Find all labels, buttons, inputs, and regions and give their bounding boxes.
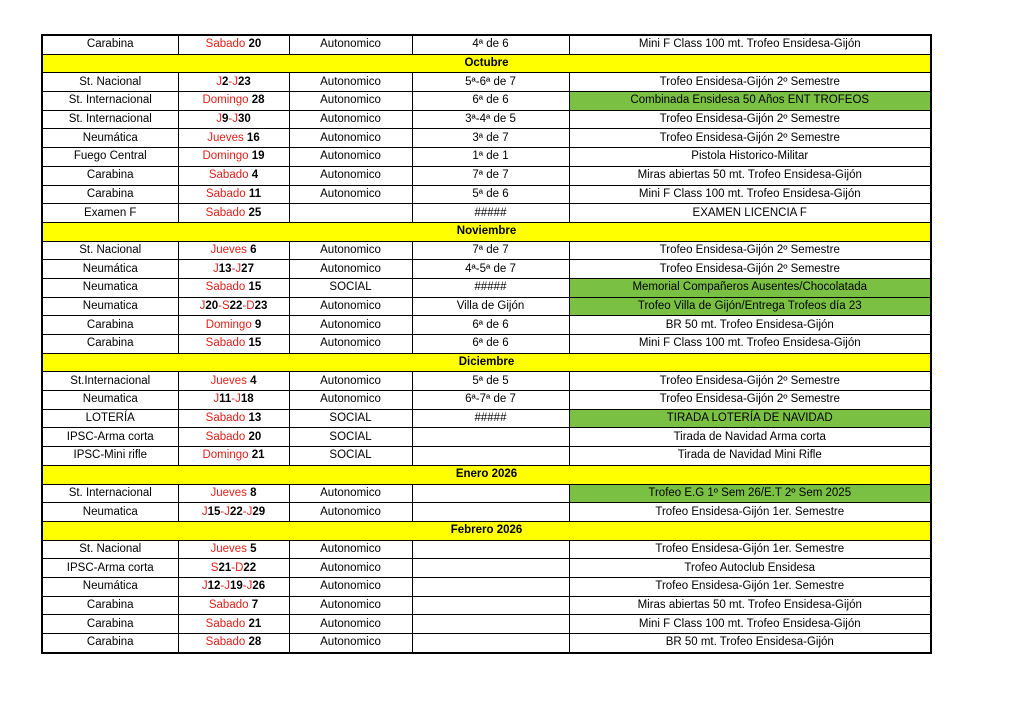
- date-cell: [178, 391, 289, 410]
- date-cell: [178, 409, 289, 428]
- date-day-number: 21: [248, 617, 262, 630]
- event-cell: Trofeo Ensidesa-Gijón 1er. Semestre: [569, 540, 931, 559]
- category-cell: [289, 204, 412, 223]
- date-cell: [178, 204, 289, 223]
- round-cell: [412, 634, 569, 653]
- event-cell: Mini F Class 100 mt. Trofeo Ensidesa-Gijón: [569, 35, 931, 54]
- date-cell: [178, 428, 289, 447]
- round-cell: 4ª-5ª de 7: [412, 260, 569, 279]
- date-prefix: -: [242, 299, 247, 312]
- round-cell: [412, 428, 569, 447]
- date-day-number: 25: [248, 206, 262, 219]
- event-cell: Trofeo Ensidesa-Gijón 2º Semestre: [569, 241, 931, 260]
- date-prefix: -: [242, 580, 247, 593]
- table-row: [42, 596, 931, 615]
- date-prefix: Jueves: [210, 542, 251, 555]
- category-cell: Autonomico: [289, 260, 412, 279]
- round-cell: 3ª-4ª de 5: [412, 110, 569, 129]
- month-header-row: [42, 222, 931, 241]
- date-prefix: Sabado: [205, 412, 249, 425]
- category-cell: Autonomico: [289, 92, 412, 111]
- category-cell: Autonomico: [289, 559, 412, 578]
- event-cell: Mini F Class 100 mt. Trofeo Ensidesa-Gijón: [569, 615, 931, 634]
- round-cell: 5ª de 5: [412, 372, 569, 391]
- event-cell: Trofeo Ensidesa-Gijón 1er. Semestre: [569, 503, 931, 522]
- date-prefix: -: [220, 580, 225, 593]
- schedule-body: [42, 35, 931, 653]
- date-day-number: 29: [252, 505, 266, 518]
- date-day-number: 20: [248, 430, 262, 443]
- date-day-number: 27: [241, 262, 254, 275]
- round-cell: 3ª de 7: [412, 129, 569, 148]
- category-cell: Autonomico: [289, 297, 412, 316]
- date-day-number: 8: [250, 486, 257, 499]
- discipline-cell: Neumática: [42, 129, 178, 148]
- date-cell: [178, 148, 289, 167]
- date-prefix: Jueves: [210, 374, 251, 387]
- discipline-cell: IPSC-Mini rifle: [42, 447, 178, 466]
- round-cell: [412, 484, 569, 503]
- discipline-cell: LOTERÍA: [42, 409, 178, 428]
- date-day-number: 21: [251, 449, 265, 462]
- date-prefix: Sabado: [205, 206, 249, 219]
- date-prefix: J: [201, 580, 208, 593]
- discipline-cell: St.Internacional: [42, 372, 178, 391]
- event-cell: Trofeo Ensidesa-Gijón 2º Semestre: [569, 129, 931, 148]
- discipline-cell: Neumatica: [42, 278, 178, 297]
- event-cell: Memorial Compañeros Ausentes/Chocolatada: [569, 278, 931, 297]
- round-cell: [412, 559, 569, 578]
- date-prefix: Sabado: [205, 281, 249, 294]
- date-prefix: Domingo: [205, 318, 255, 331]
- table-row: [42, 391, 931, 410]
- discipline-cell: Neumatica: [42, 297, 178, 316]
- table-row: [42, 129, 931, 148]
- round-cell: [412, 577, 569, 596]
- date-prefix: J: [199, 299, 206, 312]
- round-cell: [412, 447, 569, 466]
- month-label: Noviembre: [42, 222, 931, 241]
- date-day-number: 9: [254, 318, 262, 331]
- round-cell: 1ª de 1: [412, 148, 569, 167]
- month-label: Enero 2026: [42, 465, 931, 484]
- date-prefix: -: [220, 505, 225, 518]
- category-cell: Autonomico: [289, 185, 412, 204]
- date-prefix: J: [235, 393, 241, 406]
- round-cell: 6ª de 6: [412, 316, 569, 335]
- category-cell: Autonomico: [289, 241, 412, 260]
- date-cell: [178, 447, 289, 466]
- event-cell: Miras abiertas 50 mt. Trofeo Ensidesa-Gijón: [569, 596, 931, 615]
- discipline-cell: Carabina: [42, 185, 178, 204]
- date-day-number: 11: [219, 393, 232, 406]
- table-row: [42, 148, 931, 167]
- discipline-cell: St. Nacional: [42, 73, 178, 92]
- discipline-cell: Carabina: [42, 316, 178, 335]
- date-day-number: 15: [248, 337, 262, 350]
- event-cell: Trofeo Ensidesa-Gijón 1er. Semestre: [569, 577, 931, 596]
- date-prefix: -: [231, 262, 236, 275]
- discipline-cell: Neumática: [42, 260, 178, 279]
- discipline-cell: St. Nacional: [42, 540, 178, 559]
- table-row: [42, 540, 931, 559]
- round-cell: #####: [412, 204, 569, 223]
- date-cell: [178, 634, 289, 653]
- date-prefix: J: [246, 580, 253, 593]
- date-cell: [178, 503, 289, 522]
- discipline-cell: St. Nacional: [42, 241, 178, 260]
- discipline-cell: Carabina: [42, 615, 178, 634]
- category-cell: Autonomico: [289, 166, 412, 185]
- discipline-cell: Carabina: [42, 634, 178, 653]
- date-prefix: Jueves: [207, 131, 247, 144]
- category-cell: Autonomico: [289, 335, 412, 354]
- table-row: [42, 166, 931, 185]
- date-day-number: 4: [250, 374, 257, 387]
- date-prefix: -: [228, 75, 233, 88]
- round-cell: 6ª de 6: [412, 92, 569, 111]
- date-prefix: J: [201, 505, 208, 518]
- date-cell: [178, 297, 289, 316]
- event-cell: EXAMEN LICENCIA F: [569, 204, 931, 223]
- date-cell: [178, 166, 289, 185]
- date-day-number: 22: [229, 505, 243, 518]
- date-day-number: 5: [250, 542, 257, 555]
- date-day-number: 11: [248, 187, 262, 200]
- round-cell: [412, 596, 569, 615]
- date-day-number: 28: [248, 636, 262, 649]
- discipline-cell: St. Internacional: [42, 110, 178, 129]
- discipline-cell: Carabina: [42, 35, 178, 54]
- date-prefix: -: [231, 393, 236, 406]
- date-day-number: 4: [251, 169, 259, 182]
- date-prefix: Sabado: [205, 617, 249, 630]
- category-cell: Autonomico: [289, 372, 412, 391]
- category-cell: Autonomico: [289, 503, 412, 522]
- round-cell: 6ª-7ª de 7: [412, 391, 569, 410]
- date-cell: [178, 129, 289, 148]
- date-cell: [178, 278, 289, 297]
- table-row: [42, 185, 931, 204]
- month-label: Diciembre: [42, 353, 931, 372]
- round-cell: [412, 540, 569, 559]
- month-label: Febrero 2026: [42, 521, 931, 540]
- date-day-number: 20: [205, 299, 219, 312]
- table-row: [42, 559, 931, 578]
- month-header-row: [42, 54, 931, 73]
- date-day-number: 23: [237, 75, 251, 88]
- category-cell: SOCIAL: [289, 409, 412, 428]
- discipline-cell: IPSC-Arma corta: [42, 428, 178, 447]
- event-cell: Combinada Ensidesa 50 Años ENT TROFEOS: [569, 92, 931, 111]
- event-cell: Mini F Class 100 mt. Trofeo Ensidesa-Gijón: [569, 335, 931, 354]
- date-day-number: 19: [251, 150, 265, 163]
- date-day-number: 22: [229, 299, 243, 312]
- date-prefix: Jueves: [210, 486, 251, 499]
- date-day-number: 2: [221, 75, 229, 88]
- table-row: [42, 278, 931, 297]
- date-day-number: 21: [218, 561, 232, 574]
- date-prefix: -: [231, 561, 236, 574]
- date-day-number: 16: [246, 131, 260, 144]
- month-header-row: [42, 353, 931, 372]
- date-cell: [178, 484, 289, 503]
- event-cell: Trofeo Ensidesa-Gijón 2º Semestre: [569, 260, 931, 279]
- date-prefix: J: [213, 393, 220, 406]
- round-cell: Villa de Gijón: [412, 297, 569, 316]
- table-row: [42, 204, 931, 223]
- date-prefix: J: [232, 113, 238, 126]
- table-row: [42, 428, 931, 447]
- table-row: [42, 409, 931, 428]
- event-cell: Trofeo Ensidesa-Gijón 2º Semestre: [569, 391, 931, 410]
- date-cell: [178, 559, 289, 578]
- date-cell: [178, 316, 289, 335]
- date-prefix: Sabado: [208, 598, 252, 611]
- date-cell: [178, 335, 289, 354]
- date-cell: [178, 241, 289, 260]
- table-row: [42, 372, 931, 391]
- date-day-number: 18: [240, 393, 254, 406]
- date-prefix: -: [228, 113, 233, 126]
- table-row: [42, 447, 931, 466]
- table-row: [42, 615, 931, 634]
- event-cell: TIRADA LOTERÍA DE NAVIDAD: [569, 409, 931, 428]
- date-cell: [178, 185, 289, 204]
- discipline-cell: Neumatica: [42, 391, 178, 410]
- date-prefix: D: [235, 561, 244, 574]
- date-prefix: -: [218, 299, 222, 312]
- date-day-number: 6: [250, 243, 257, 256]
- date-prefix: S: [221, 299, 230, 312]
- date-prefix: Domingo: [202, 449, 252, 462]
- round-cell: 7ª de 7: [412, 241, 569, 260]
- category-cell: Autonomico: [289, 129, 412, 148]
- category-cell: Autonomico: [289, 73, 412, 92]
- discipline-cell: St. Internacional: [42, 92, 178, 111]
- date-cell: [178, 35, 289, 54]
- date-cell: [178, 596, 289, 615]
- round-cell: 5ª-6ª de 7: [412, 73, 569, 92]
- category-cell: Autonomico: [289, 634, 412, 653]
- event-cell: Trofeo Ensidesa-Gijón 2º Semestre: [569, 372, 931, 391]
- table-row: [42, 484, 931, 503]
- round-cell: #####: [412, 278, 569, 297]
- category-cell: Autonomico: [289, 110, 412, 129]
- date-prefix: Domingo: [202, 94, 252, 107]
- date-day-number: 12: [207, 580, 221, 593]
- date-prefix: J: [224, 505, 230, 518]
- event-cell: Pistola Historico-Militar: [569, 148, 931, 167]
- round-cell: [412, 503, 569, 522]
- category-cell: Autonomico: [289, 391, 412, 410]
- date-prefix: -: [242, 505, 247, 518]
- date-prefix: D: [246, 299, 255, 312]
- date-day-number: 26: [252, 580, 266, 593]
- date-cell: [178, 92, 289, 111]
- table-row: [42, 634, 931, 653]
- date-prefix: Jueves: [210, 243, 251, 256]
- discipline-cell: Carabina: [42, 166, 178, 185]
- category-cell: Autonomico: [289, 148, 412, 167]
- date-day-number: 7: [251, 598, 259, 611]
- date-cell: [178, 577, 289, 596]
- date-prefix: J: [224, 580, 230, 593]
- month-header-row: [42, 521, 931, 540]
- date-prefix: J: [246, 505, 253, 518]
- date-day-number: 15: [207, 505, 221, 518]
- category-cell: SOCIAL: [289, 278, 412, 297]
- date-day-number: 28: [251, 94, 265, 107]
- discipline-cell: St. Internacional: [42, 484, 178, 503]
- date-day-number: 13: [248, 412, 262, 425]
- category-cell: Autonomico: [289, 615, 412, 634]
- event-cell: BR 50 mt. Trofeo Ensidesa-Gijón: [569, 316, 931, 335]
- date-cell: [178, 260, 289, 279]
- date-cell: [178, 372, 289, 391]
- schedule-table: [41, 34, 932, 654]
- event-cell: Trofeo E.G 1º Sem 26/E.T 2º Sem 2025: [569, 484, 931, 503]
- date-prefix: Sabado: [205, 187, 249, 200]
- table-row: [42, 35, 931, 54]
- table-row: [42, 577, 931, 596]
- table-row: [42, 503, 931, 522]
- event-cell: BR 50 mt. Trofeo Ensidesa-Gijón: [569, 634, 931, 653]
- discipline-cell: Fuego Central: [42, 148, 178, 167]
- table-row: [42, 92, 931, 111]
- date-prefix: J: [213, 262, 219, 275]
- category-cell: SOCIAL: [289, 447, 412, 466]
- event-cell: Tirada de Navidad Mini Rifle: [569, 447, 931, 466]
- date-prefix: J: [235, 262, 242, 275]
- date-day-number: 30: [237, 113, 251, 126]
- month-header-row: [42, 465, 931, 484]
- discipline-cell: Examen F: [42, 204, 178, 223]
- date-prefix: Domingo: [202, 150, 252, 163]
- category-cell: Autonomico: [289, 484, 412, 503]
- event-cell: Trofeo Autoclub Ensidesa: [569, 559, 931, 578]
- date-prefix: J: [232, 75, 238, 88]
- discipline-cell: Carabina: [42, 596, 178, 615]
- table-row: [42, 73, 931, 92]
- date-day-number: 9: [221, 113, 229, 126]
- date-cell: [178, 615, 289, 634]
- round-cell: 5ª de 6: [412, 185, 569, 204]
- discipline-cell: Neumática: [42, 577, 178, 596]
- table-row: [42, 316, 931, 335]
- date-prefix: Sabado: [208, 169, 252, 182]
- table-row: [42, 241, 931, 260]
- round-cell: 4ª de 6: [412, 35, 569, 54]
- date-day-number: 20: [248, 38, 262, 51]
- category-cell: Autonomico: [289, 540, 412, 559]
- date-day-number: 19: [229, 580, 243, 593]
- date-prefix: Sabado: [205, 337, 249, 350]
- category-cell: Autonomico: [289, 577, 412, 596]
- table-row: [42, 297, 931, 316]
- date-cell: [178, 73, 289, 92]
- date-prefix: Sabado: [205, 430, 249, 443]
- date-day-number: 13: [218, 262, 232, 275]
- category-cell: Autonomico: [289, 35, 412, 54]
- date-prefix: J: [216, 113, 222, 126]
- discipline-cell: Carabina: [42, 335, 178, 354]
- event-cell: Miras abiertas 50 mt. Trofeo Ensidesa-Gijón: [569, 166, 931, 185]
- round-cell: #####: [412, 409, 569, 428]
- date-cell: [178, 110, 289, 129]
- event-cell: Tirada de Navidad Arma corta: [569, 428, 931, 447]
- event-cell: Trofeo Ensidesa-Gijón 2º Semestre: [569, 110, 931, 129]
- table-row: [42, 110, 931, 129]
- month-label: Octubre: [42, 54, 931, 73]
- event-cell: Mini F Class 100 mt. Trofeo Ensidesa-Gijón: [569, 185, 931, 204]
- category-cell: Autonomico: [289, 316, 412, 335]
- date-day-number: 23: [254, 299, 268, 312]
- round-cell: 6ª de 6: [412, 335, 569, 354]
- date-prefix: S: [210, 561, 219, 574]
- table-row: [42, 335, 931, 354]
- date-prefix: Sabado: [205, 636, 249, 649]
- date-cell: [178, 540, 289, 559]
- discipline-cell: IPSC-Arma corta: [42, 559, 178, 578]
- date-day-number: 22: [243, 561, 257, 574]
- round-cell: [412, 615, 569, 634]
- date-day-number: 15: [248, 281, 262, 294]
- round-cell: 7ª de 7: [412, 166, 569, 185]
- discipline-cell: Neumatica: [42, 503, 178, 522]
- date-prefix: J: [216, 75, 222, 88]
- category-cell: SOCIAL: [289, 428, 412, 447]
- table-row: [42, 260, 931, 279]
- category-cell: Autonomico: [289, 596, 412, 615]
- event-cell: Trofeo Villa de Gijón/Entrega Trofeos día 23: [569, 297, 931, 316]
- event-cell: Trofeo Ensidesa-Gijón 2º Semestre: [569, 73, 931, 92]
- date-prefix: Sabado: [205, 38, 249, 51]
